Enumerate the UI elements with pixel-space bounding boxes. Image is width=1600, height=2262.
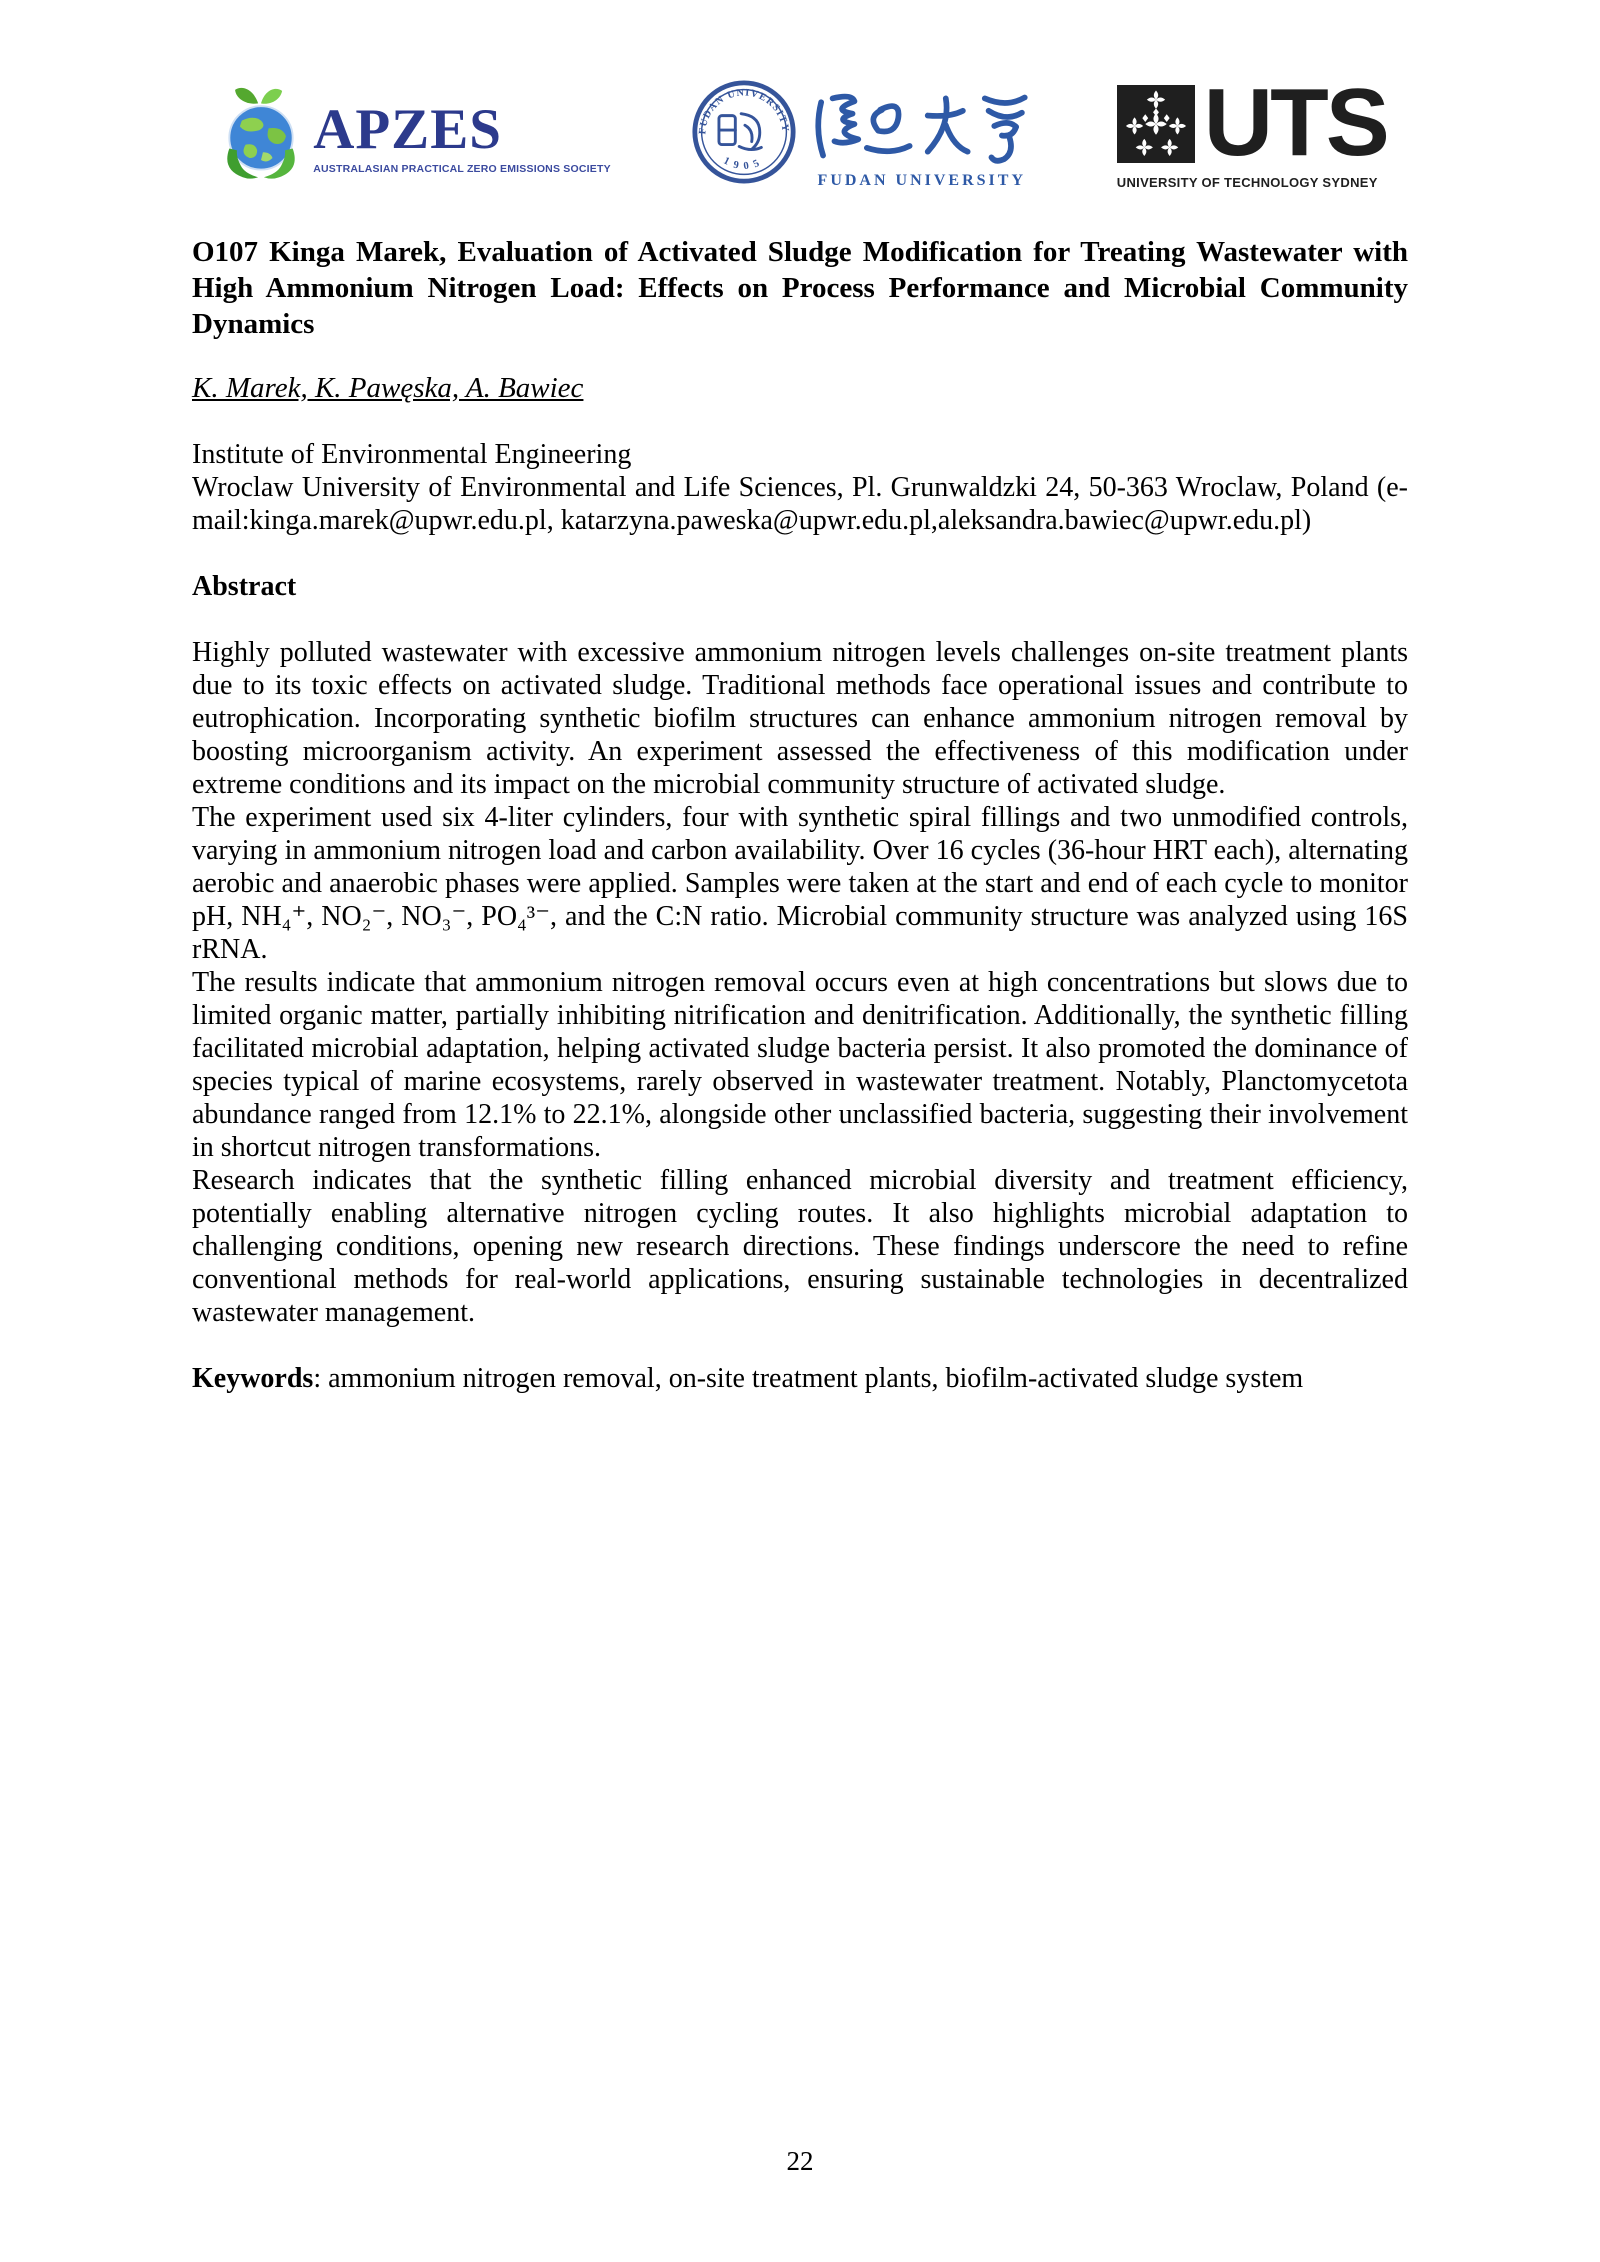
abstract-paragraph: Research indicates that the synthetic filling enhanced microbial diversity and treatment efficiency, potentially enabling alternative nitrogen cycling routes. It also highlights microbial adaptation to challenging conditions, opening new research directions. These findings underscore the need to refine conventional methods for real-world applications, ensuring sustainable technologies in decentralized wastewater management.	[192, 1165, 1408, 1328]
affiliation-block	[192, 438, 1408, 537]
abstract-paragraph: The experiment used six 4-liter cylinders, four with synthetic spiral fillings and two unmodified controls, varying in ammonium nitrogen load and carbon availability. Over 16 cycles (36-hour HRT each), alternating aerobic and anaerobic phases were applied. Samples were taken at the start and end of each cycle to monitor pH, NH₄⁺, NO₂⁻, NO₃⁻, PO₄³⁻, and the C:N ratio. Microbial community structure was analyzed using 16S rRNA.	[192, 802, 1408, 965]
fudan-name-text: FUDAN UNIVERSITY	[817, 172, 1027, 189]
abstract-body	[192, 636, 1408, 1329]
keywords-line	[192, 1362, 1408, 1395]
fudan-seal-arc-text: FUDAN UNIVERSITY	[697, 87, 791, 135]
leaf-right	[261, 89, 282, 104]
keywords-label: Keywords	[192, 1363, 314, 1394]
fudan-seal-year-text: 1905	[721, 155, 767, 173]
fudan-seal-icon	[691, 79, 797, 190]
fudan-seal-mark	[719, 114, 761, 150]
apzes-wordmark	[313, 97, 611, 175]
keywords-text: : ammonium nitrogen removal, on-site treatment plants, biofilm-activated sludge system	[313, 1363, 1304, 1394]
uts-subtitle-text: UNIVERSITY OF TECHNOLOGY SYDNEY	[1116, 175, 1378, 190]
apzes-logo	[213, 85, 611, 190]
affiliation-university: Wroclaw University of Environmental and Life Sciences, Pl. Grunwaldzki 24, 50-363 Wroclaw, Poland (e-mail:kinga.marek@upwr.edu.pl, katarzyna.paweska@upwr.edu.pl,aleksandra.bawiec@upwr.edu.pl)	[192, 472, 1408, 536]
leaf-left	[235, 88, 258, 104]
apzes-name-text: APZES	[313, 97, 502, 161]
uts-wordmark	[1117, 69, 1387, 176]
abstract-heading: Abstract	[192, 571, 297, 602]
paper-title: O107 Kinga Marek, Evaluation of Activated Sludge Modification for Treating Wastewater with High Ammonium Nitrogen Load: Effects on Process Performance and Microbial Community Dynamics	[192, 236, 1408, 340]
abstract-paragraph: The results indicate that ammonium nitrogen removal occurs even at high concentrations but slows due to limited organic matter, partially inhibiting nitrification and denitrification. Additionally, the synthetic filling facilitated microbial adaptation, helping activated sludge bacteria persist. It also promoted the dominance of species typical of marine ecosystems, rarely observed in wastewater treatment. Notably, Planctomycetota abundance ranged from 12.1% to 22.1%, alongside other unclassified bacteria, suggesting their involvement in shortcut nitrogen transformations.	[192, 967, 1408, 1163]
page-number: 22	[786, 2146, 814, 2176]
apzes-globe-icon	[213, 85, 309, 190]
affiliation-institute: Institute of Environmental Engineering	[192, 439, 632, 470]
authors-line	[192, 372, 1408, 405]
fudan-wordmark	[807, 87, 1037, 190]
authors-text: K. Marek, K. Pawęska, A. Bawiec	[192, 372, 584, 404]
svg-text:1905	[721, 156, 766, 173]
uts-logo	[1116, 69, 1387, 190]
uts-shield-icon	[1117, 85, 1195, 168]
fudan-calligraphy-icon	[807, 87, 1037, 170]
uts-name-text: UTS	[1203, 69, 1387, 176]
header-logos	[192, 69, 1408, 190]
abstract-paragraph: Highly polluted wastewater with excessive ammonium nitrogen levels challenges on-site treatment plants due to its toxic effects on activated sludge. Traditional methods face operational issues and contribute to eutrophication. Incorporating synthetic biofilm structures can enhance ammonium nitrogen removal by boosting microorganism activity. An experiment assessed the effectiveness of this modification under extreme conditions and its impact on the microbial community structure of activated sludge.	[192, 637, 1408, 800]
fudan-logo	[691, 79, 1037, 190]
apzes-tagline-text: AUSTRALASIAN PRACTICAL ZERO EMISSIONS SOCIETY	[313, 162, 611, 175]
